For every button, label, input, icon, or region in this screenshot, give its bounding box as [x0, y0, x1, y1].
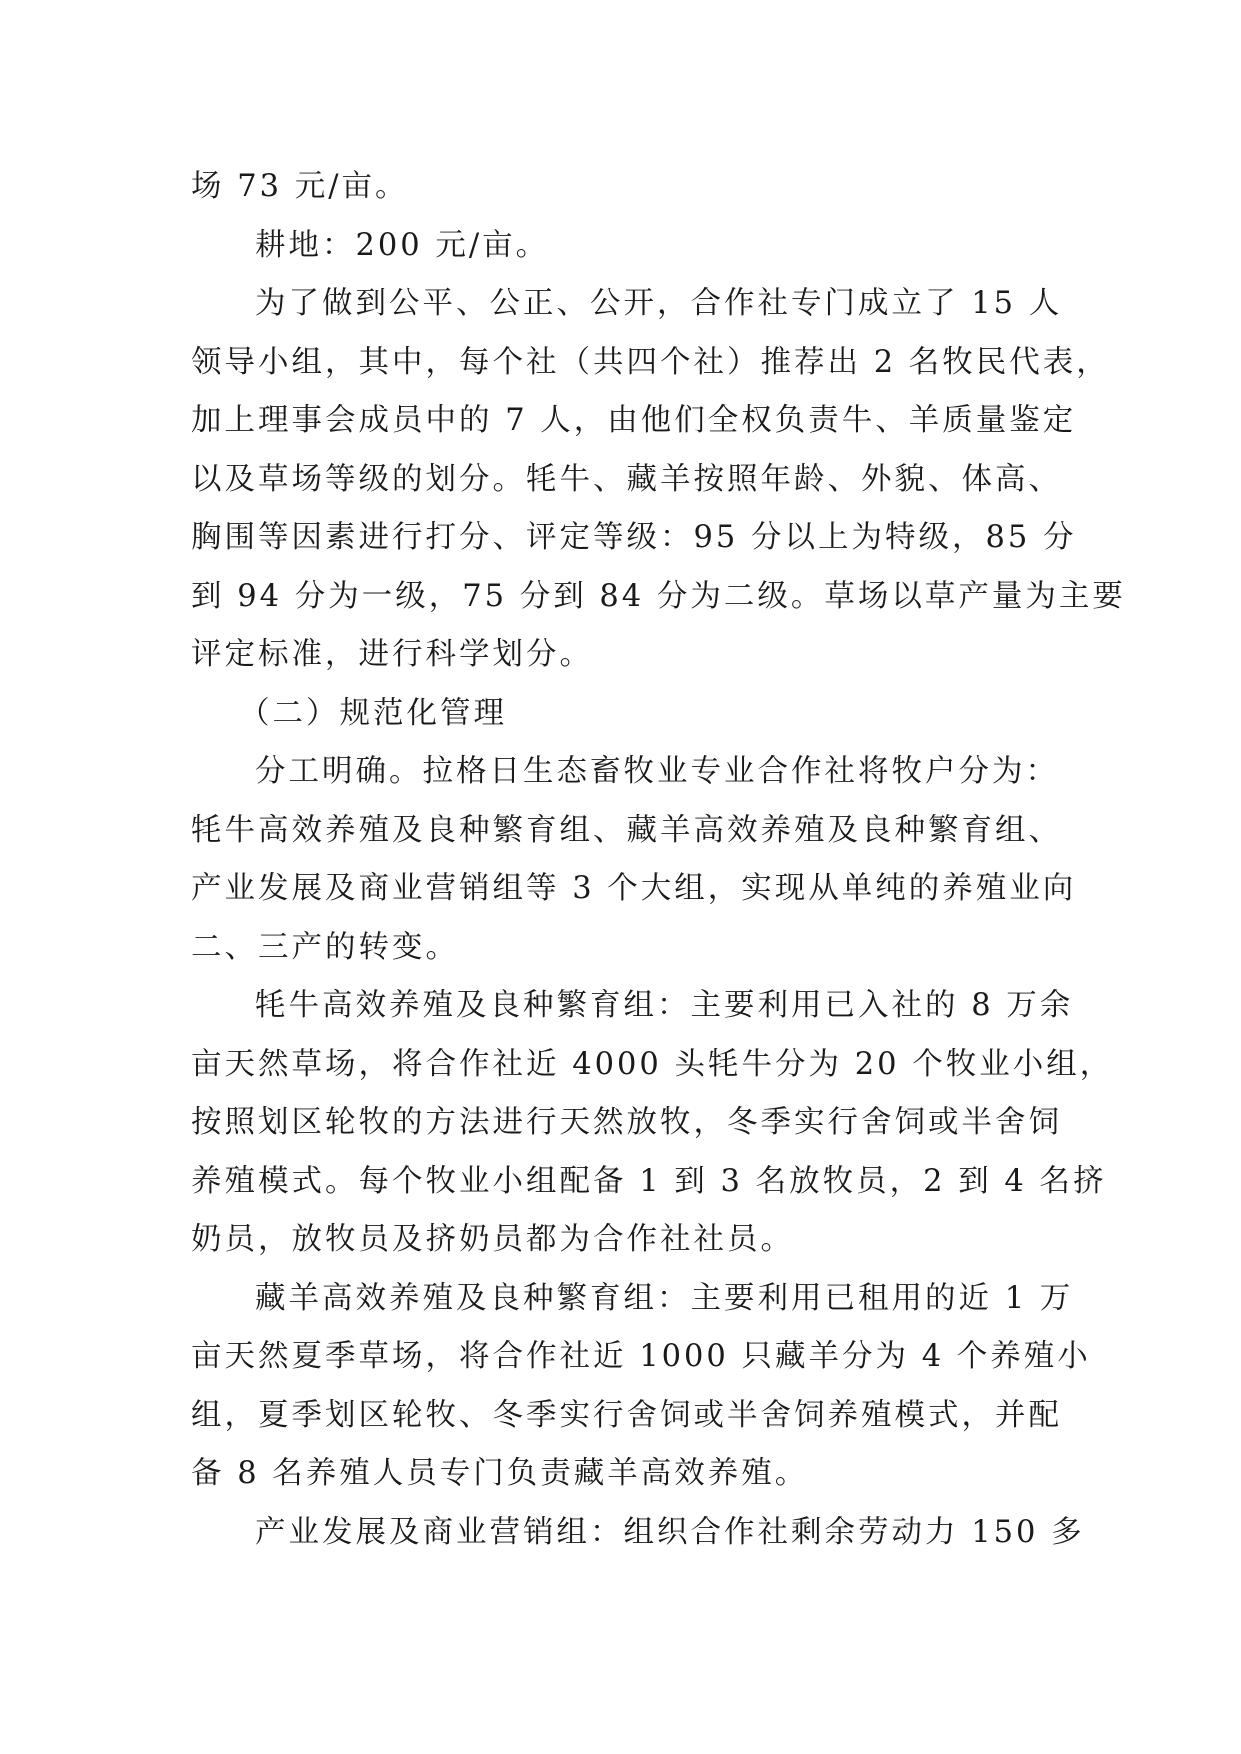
paragraph-start: 牦牛高效养殖及良种繁育组：主要利用已入社的 8 万余: [255, 988, 1074, 1023]
paragraph-start: 分工明确。拉格日生态畜牧业专业合作社将牧户分为：: [255, 754, 1059, 789]
text-line: 备 8 名养殖人员专门负责藏羊高效养殖。: [191, 1456, 809, 1491]
paragraph-start: 产业发展及商业营销组：组织合作社剩余劳动力 150 多: [255, 1514, 1085, 1550]
text-line: 到 94 分为一级，75 分到 84 分为二级。草场以草产量为主要: [191, 578, 1126, 614]
body-text: [191, 158, 1126, 1562]
text-line: 胸围等因素进行打分、评定等级：95 分以上为特级，85 分: [191, 520, 1077, 555]
text-line: 以及草场等级的划分。牦牛、藏羊按照年龄、外貌、体高、: [191, 461, 1062, 497]
text-line: 养殖模式。每个牧业小组配备 1 到 3 名放牧员，2 到 4 名挤: [191, 1163, 1107, 1199]
text-line: 二、三产的转变。: [191, 929, 459, 965]
text-line: 场 73 元/亩。: [191, 169, 409, 204]
section-heading: （二）规范化管理: [239, 695, 507, 731]
text-line: 领导小组，其中，每个社（共四个社）推荐出 2 名牧民代表，: [191, 344, 1110, 380]
paragraph-start: 为了做到公平、公正、公开，合作社专门成立了 15 人: [255, 286, 1063, 321]
text-line: 加上理事会成员中的 7 人，由他们全权负责牛、羊质量鉴定: [191, 403, 1077, 438]
paragraph-start: 耕地：200 元/亩。: [255, 227, 550, 263]
text-line: 组，夏季划区轮牧、冬季实行舍饲或半舍饲养殖模式，并配: [191, 1397, 1062, 1433]
text-line: 牦牛高效养殖及良种繁育组、藏羊高效养殖及良种繁育组、: [191, 812, 1062, 848]
text-line: 评定标准，进行科学划分。: [191, 637, 593, 672]
paragraph-start: 藏羊高效养殖及良种繁育组：主要利用已租用的近 1 万: [255, 1280, 1074, 1316]
text-line: 产业发展及商业营销组等 3 个大组，实现从单纯的养殖业向: [191, 871, 1077, 906]
text-line: 亩天然夏季草场，将合作社近 1000 只藏羊分为 4 个养殖小: [191, 1339, 1091, 1374]
text-line: 奶员，放牧员及挤奶员都为合作社社员。: [191, 1222, 794, 1257]
text-line: 按照划区轮牧的方法进行天然放牧，冬季实行舍饲或半舍饲: [191, 1105, 1062, 1140]
text-line: 亩天然草场，将合作社近 4000 头牦牛分为 20 个牧业小组，: [191, 1046, 1114, 1082]
